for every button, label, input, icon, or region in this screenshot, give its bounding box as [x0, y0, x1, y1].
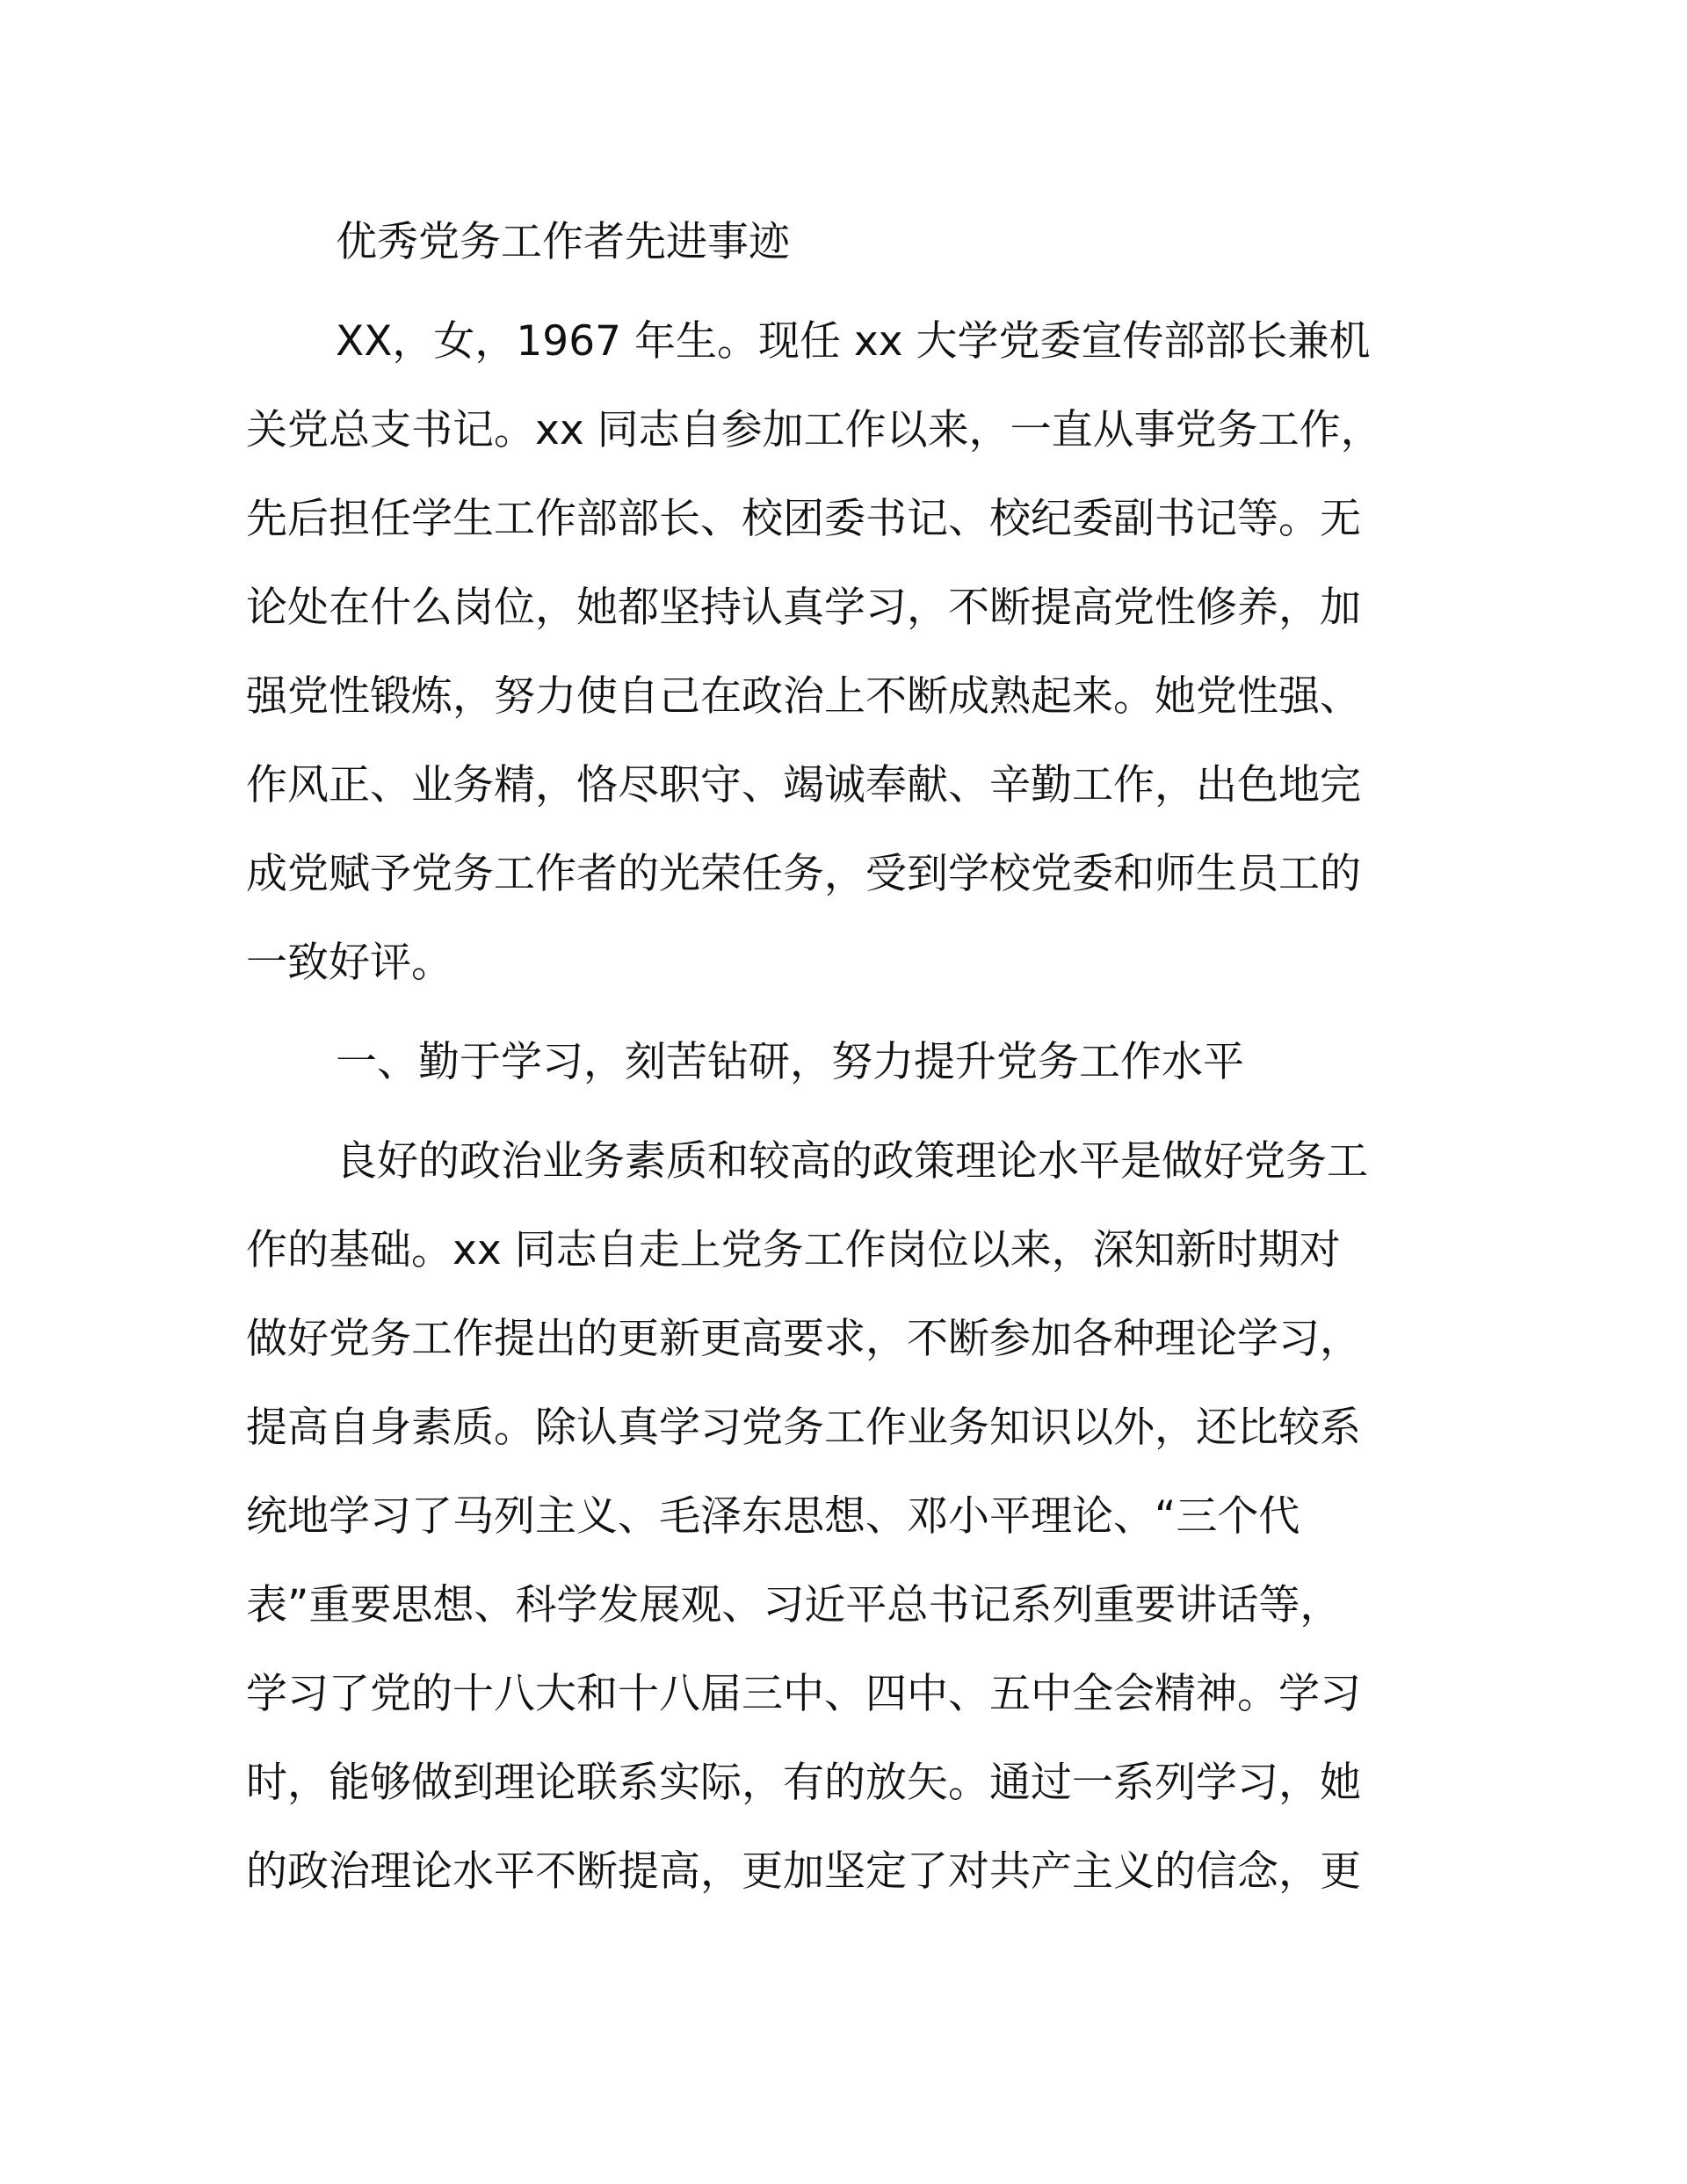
text-line: 表”重要思想、科学发展观、习近平总书记系列重要讲话等， [246, 1581, 1342, 1629]
text-line: 作的基础。xx 同志自走上党务工作岗位以来，深知新时期对 [246, 1226, 1341, 1274]
text-line: 强党性锻炼，努力使自己在政治上不断成熟起来。她党性强、 [246, 672, 1361, 721]
text-line: 先后担任学生工作部部长、校团委书记、校纪委副书记等。无 [246, 495, 1361, 543]
text-line: 论处在什么岗位，她都坚持认真学习，不断提高党性修养，加 [246, 584, 1361, 632]
heading-line: 一、勤于学习，刻苦钻研，努力提升党务工作水平 [336, 1038, 1244, 1086]
paragraph-section-1 [246, 1117, 1432, 1916]
text-line: 学习了党的十八大和十八届三中、四中、五中全会精神。学习 [246, 1670, 1361, 1718]
text-line: 关党总支书记。xx 同志自参加工作以来，一直从事党务工作， [246, 406, 1382, 454]
text-line: 的政治理论水平不断提高，更加坚定了对共产主义的信念，更 [246, 1847, 1361, 1896]
document-body [246, 198, 1432, 1916]
text-line: 时，能够做到理论联系实际，有的放矢。通过一系列学习，她 [246, 1759, 1361, 1807]
text-line: 成党赋予党务工作者的光荣任务，受到学校党委和师生员工的 [246, 850, 1361, 898]
text-line: 统地学习了马列主义、毛泽东思想、邓小平理论、“三个代 [246, 1492, 1300, 1541]
text-line: 良好的政治业务素质和较高的政策理论水平是做好党务工 [336, 1137, 1368, 1186]
text-line: 作风正、业务精，恪尽职守、竭诚奉献、辛勤工作，出色地完 [246, 761, 1361, 809]
document-title [246, 198, 1432, 287]
title-line: 优秀党务工作者先进事迹 [336, 218, 790, 266]
paragraph-intro [246, 297, 1432, 1007]
text-line: XX，女，1967 年生。现任 xx 大学党委宣传部部长兼机 [336, 317, 1371, 366]
section-heading-1 [246, 1018, 1432, 1107]
text-line: 做好党务工作提出的更新更高要求，不断参加各种理论学习， [246, 1315, 1361, 1363]
text-line: 提高自身素质。除认真学习党务工作业务知识以外，还比较系 [246, 1404, 1361, 1452]
text-line: 一致好评。 [246, 939, 453, 987]
